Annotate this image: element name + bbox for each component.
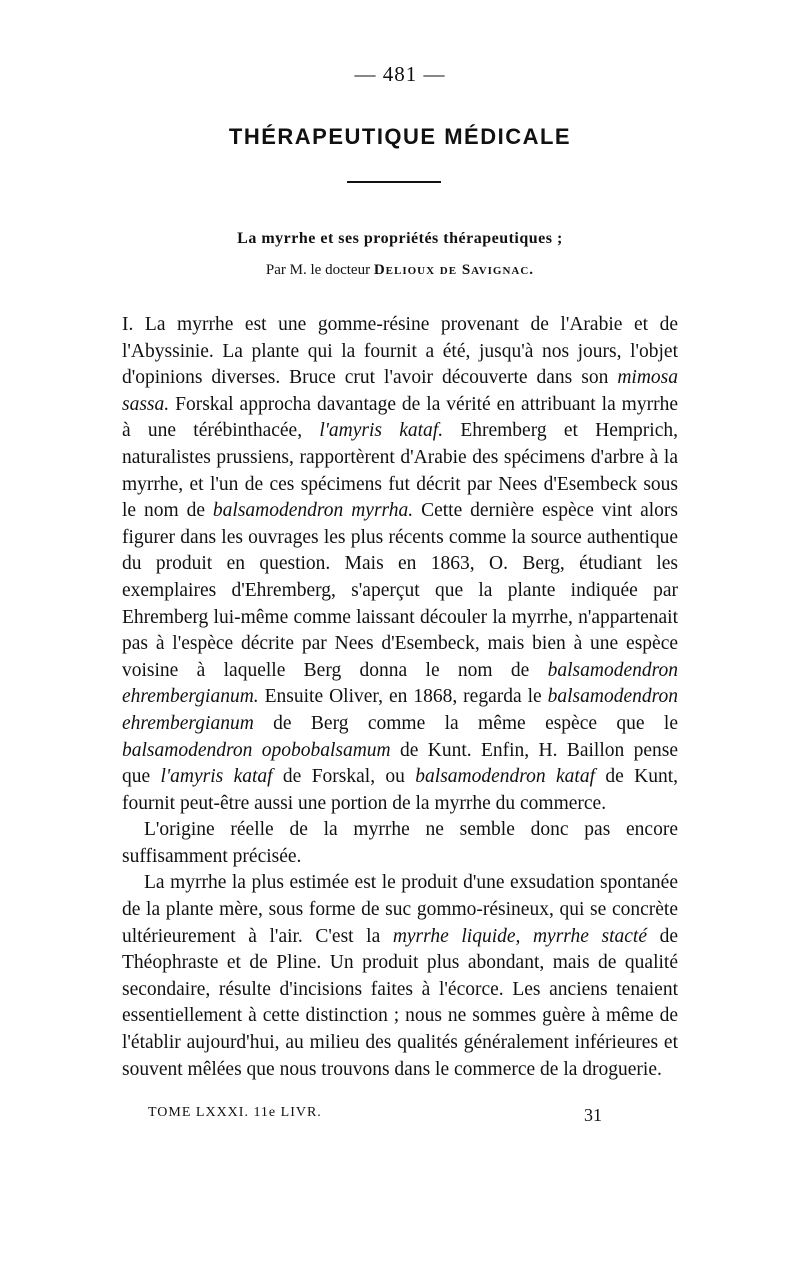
p1-italic-8: balsamodendron kataf [415,766,596,788]
p3-italic-1: myrrhe liquide, myrrhe stacté [392,925,648,947]
title-divider [347,181,441,183]
p3-text-1: La myrrhe la plus estimée est le produit d'une exsudation spontanée de la plante mère, sous forme de suc gommo-résineux, qui se concrète ultérieurement à l'air. C'est la [122,872,678,947]
p1-text-4: Cette dernière espèce vint alors figurer dans les ouvrages les plus récents comme la source authentique du produit en question. Mais en 1863, O. Berg, étudiant les exemplaires d'Ehremberg, s'aperçut que la plante indiquée par Ehremberg lui-même comme laissant découler la myrrhe, n'appartenait pas à l'espèce décrite par Nees d'Esembeck, mais bien à une espèce voisine à laquelle Berg donna le nom de [122,500,678,681]
p1-italic-7: l'amyris kataf [160,766,273,788]
p1-italic-4: balsamodendron ehrembergianum. [122,659,678,708]
p1-italic-1: mimosa sassa. [122,367,678,415]
page-number: — 481 — [354,62,446,86]
byline [0,262,800,279]
p1-text-6: de Berg comme la même espèce que le [253,712,678,734]
paragraph-2: L'origine réelle de la myrrhe ne semble donc pas encore suffisamment précisée. [122,819,678,867]
p1-italic-6: balsamodendron opobobalsamum [122,739,391,761]
p1-text-8: de Forskal, ou [272,766,416,788]
p1-text-7: de Kunt. Enfin, H. Baillon pense que [122,739,679,788]
p1-text-9: de Kunt, fournit peut-être aussi une portion de la myrrhe du commerce. [122,766,679,814]
p3-text-2: de Théophraste et de Pline. Un produit plus abondant, mais de qualité secondaire, résulte d'incisions faites à l'écorce. Les anciens tenaient essentiellement à cette distinction ; nous ne sommes guère à même de l'établir aujourd'hui, au milieu des qualités généralement inférieures et souvent mêlées que nous trouvons dans le commerce de la droguerie. [122,925,679,1080]
footer-signature: 31 [584,1105,602,1125]
paragraph-3 [122,870,678,1083]
article-body [122,312,678,1083]
byline-author: Delioux de Savignac. [373,262,535,278]
p1-text-1: I. La myrrhe est une gomme-résine provenant de l'Arabie et de l'Abyssinie. La plante qui la fournit a été, jusqu'à nos jours, l'objet d'opinions diverses. Bruce crut l'avoir découverte dans son [122,314,678,389]
byline-prefix: Par M. le docteur [265,262,371,278]
p1-text-2: Forskal approcha davantage de la vérité en attribuant la myrrhe à une térébinthacée, [122,393,678,442]
paragraph-1 [122,312,678,817]
p1-text-3: Ehremberg et Hemprich, naturalistes prussiens, rapportèrent d'Arabie des spécimens d'arbre à la myrrhe, et l'un de ces spécimens fut décrit par Nees d'Esembeck sous le nom de [122,420,678,522]
page-footer [148,1105,602,1126]
p1-text-5: Ensuite Oliver, en 1868, regarda le [258,686,548,708]
p1-italic-5: balsamodendron ehrembergianum [122,686,678,734]
article-title: La myrrhe et ses propriétés thérapeutiques ; [237,230,563,247]
footer-volume: TOME LXXXI. 11e LIVR. [148,1105,322,1120]
section-title: THÉRAPEUTIQUE MÉDICALE [228,124,572,149]
p1-italic-3: balsamodendron myrrha. [212,500,414,522]
p1-italic-2: l'amyris kataf. [319,420,444,442]
